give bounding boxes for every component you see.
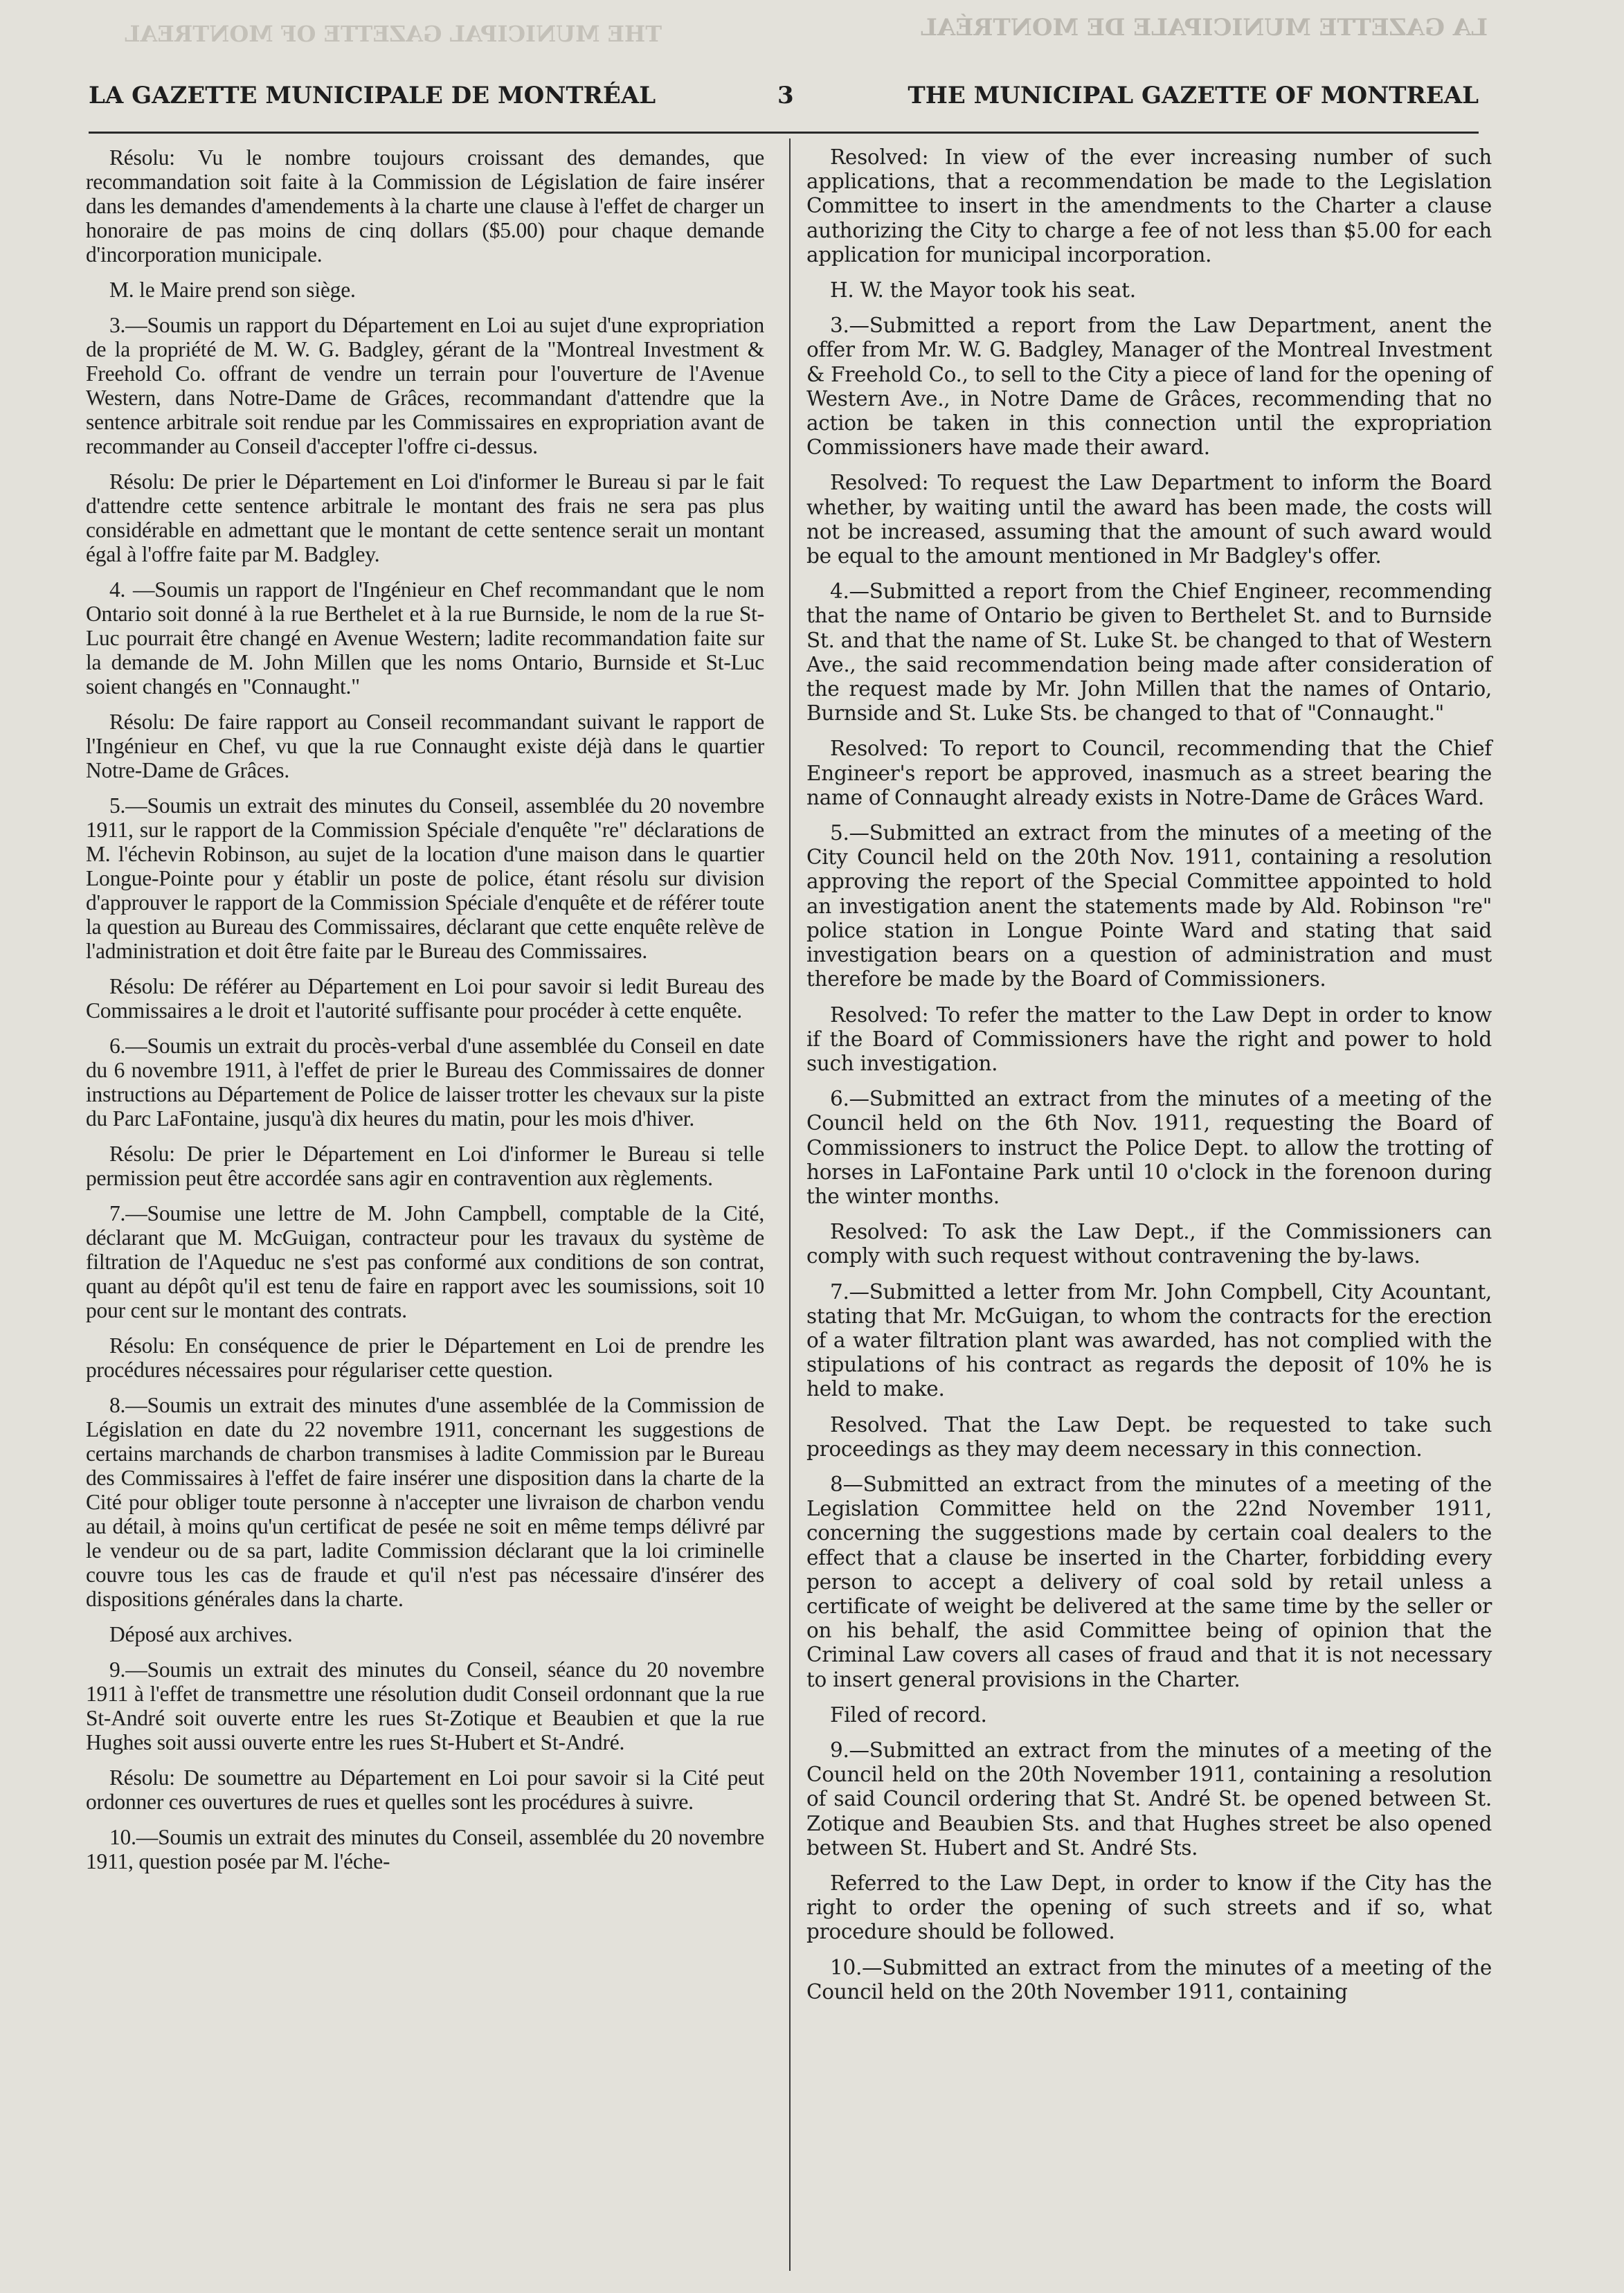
en-paragraph: 7.—Submitted a letter from Mr. John Compbell, City Acountant, stating that Mr. McGuigan, to whom the contracts for the erection of a water filtration plant was awarded, has not complied with the stipulations of his contract as regards the deposit of 10% he is held to make. xyxy=(806,1279,1492,1401)
fr-paragraph: 7.—Soumise une lettre de M. John Campbell, comptable de la Cité, déclarant que M. McGuigan, contracteur pour les travaux du système de filtration de l'Aqueduc ne s'est pas conformé aux conditions de son contrat, quant au dépôt qu'il est tenu de faire en rapport avec les soumissions, soit 10 pour cent sur le montant des contrats. xyxy=(86,1201,764,1322)
fr-paragraph: 3.—Soumis un rapport du Département en Loi au sujet d'une expropriation de la propriété de M. W. G. Badgley, gérant de la "Montreal Investment & Freehold Co. offrant de vendre un terrain pour l'ouverture de l'Avenue Western, dans Notre-Dame de Grâces, recommandant d'attendre que la sentence arbitrale soit rendue par les Commissaires en expropriation avant de recommander au Conseil d'accepter l'offre ci-dessus. xyxy=(86,313,764,458)
en-paragraph: 9.—Submitted an extract from the minutes of a meeting of the Council held on the 20th November 1911, containing a resolution of said Council ordering that St. André St. be opened between St. Zotique and Beaubien Sts. and that Hughes street be also opened between St. Hubert and St. André Sts. xyxy=(806,1738,1492,1860)
fr-paragraph: Résolu: De référer au Département en Loi pour savoir si ledit Bureau des Commissaires a le droit et l'autorité suffisante pour procéder à cette enquête. xyxy=(86,974,764,1023)
fr-paragraph: 8.—Soumis un extrait des minutes d'une assemblée de la Commission de Législation en date du 22 novembre 1911, concernant les suggestions de certains marchands de charbon transmises à ladite Commission par le Bureau des Commissaires à l'effet de faire insérer une disposition dans la charte de la Cité pour obliger toute personne à n'accepter une livraison de charbon vendu au détail, à moins qu'un certificat de pesée ne soit en même temps délivré par le vendeur ou de sa part, ladite Commission déclarant que la loi criminelle couvre tous les cas de fraude et qu'il n'est pas nécessaire d'insérer des dispositions générales dans la charte. xyxy=(86,1393,764,1611)
column-divider xyxy=(789,138,791,2271)
french-column xyxy=(86,145,764,1885)
fr-paragraph: Résolu: Vu le nombre toujours croissant des demandes, que recommandation soit faite à la Commission de Législation de faire insérer dans les demandes d'amendements à la charte une clause à l'effet de charger un honoraire de pas moins de cinq dollars ($5.00) pour chaque demande d'incorporation municipale. xyxy=(86,145,764,267)
en-paragraph: Resolved. That the Law Dept. be requested to take such proceedings as they may deem necessary in this connection. xyxy=(806,1412,1492,1461)
en-paragraph: 6.—Submitted an extract from the minutes of a meeting of the Council held on the 6th Nov. 1911, requesting the Board of Commissioners to instruct the Police Dept. to allow the trotting of horses in LaFontaine Park until 10 o'clock in the forenoon during the winter months. xyxy=(806,1087,1492,1208)
en-paragraph: 5.—Submitted an extract from the minutes of a meeting of the City Council held on the 20th Nov. 1911, containing a resolution approving the report of the Special Committee appointed to hold an investigation anent the statements made by Ald. Robinson "re" police station in Longue Pointe Ward and stating that said investigation bears on a question of administration and must therefore be made by the Board of Commissioners. xyxy=(806,821,1492,991)
bleed-through-text-left: THE MUNICIPAL GAZETTE OF MONTREAL xyxy=(125,21,662,47)
page-number: 3 xyxy=(777,82,794,109)
en-paragraph: 4.—Submitted a report from the Chief Engineer, recommending that the name of Ontario be given to Berthelet St. and to Burnside St. and that the name of St. Luke St. be changed to that of Western Ave., the said recommendation being made after consideration of the request made by Mr. John Millen that the names of Ontario, Burnside and St. Luke Sts. be changed to that of "Connaught." xyxy=(806,579,1492,726)
fr-paragraph: M. le Maire prend son siège. xyxy=(109,278,356,302)
en-paragraph: 3.—Submitted a report from the Law Department, anent the offer from Mr. W. G. Badgley, Manager of the Montreal Investment & Freehold Co., to sell to the City a piece of land for the opening of Western Ave., in Notre Dame de Grâces, recommending that no action be taken in this connection until the expropriation Commissioners have made their award. xyxy=(806,314,1492,460)
fr-paragraph: Résolu: En conséquence de prier le Département en Loi de prendre les procédures nécessaires pour régulariser cette question. xyxy=(86,1333,764,1382)
en-paragraph: Referred to the Law Dept, in order to know if the City has the right to order the opening of such streets and if so, what procedure should be followed. xyxy=(806,1871,1492,1944)
fr-paragraph: Résolu: De prier le Département en Loi d'informer le Bureau si par le fait d'attendre cette sentence arbitrale le montant des frais ne sera pas plus considérable en admettant que le montant de cette sentence serait un montant égal à l'offre faite par M. Badgley. xyxy=(86,469,764,566)
bleed-through-text-right: LA GAZETTE MUNICIPALE DE MONTRÉAL xyxy=(921,14,1488,42)
en-paragraph: Resolved: To ask the Law Dept., if the Commissioners can comply with such request without contravening the by-laws. xyxy=(806,1220,1492,1268)
en-paragraph: Resolved: To report to Council, recommending that the Chief Engineer's report be approved, inasmuch as a street bearing the name of Connaught already exists in Notre-Dame de Grâces Ward. xyxy=(806,737,1492,809)
fr-paragraph: Résolu: De soumettre au Département en Loi pour savoir si la Cité peut ordonner ces ouvertures de rues et quelles sont les procédures à suivre. xyxy=(86,1765,764,1814)
english-column xyxy=(806,145,1492,2015)
header-rule xyxy=(89,132,1479,134)
fr-paragraph: Résolu: De faire rapport au Conseil recommandant suivant le rapport de l'Ingénieur en Chef, vu que la rue Connaught existe déjà dans le quartier Notre-Dame de Grâces. xyxy=(86,710,764,782)
en-paragraph: 8—Submitted an extract from the minutes of a meeting of the Legislation Committee held on the 22nd November 1911, concerning the suggestions made by certain coal dealers to the effect that a clause be inserted in the Charter, forbidding every person to accept a delivery of coal sold by retail unless a certificate of weight be delivered at the same time by the seller or on his behalf, the asid Committee being of opinion that the Criminal Law covers all cases of fraud and that it is not necessary to insert general provisions in the Charter. xyxy=(806,1472,1492,1691)
page-header xyxy=(89,82,1479,123)
en-paragraph: H. W. the Mayor took his seat. xyxy=(830,278,1136,303)
en-paragraph: Filed of record. xyxy=(830,1702,987,1727)
en-paragraph: 10.—Submitted an extract from the minutes of a meeting of the Council held on the 20th November 1911, containing xyxy=(806,1955,1492,2004)
fr-paragraph: 10.—Soumis un extrait des minutes du Conseil, assemblée du 20 novembre 1911, question posée par M. l'éche- xyxy=(86,1825,764,1873)
fr-paragraph: 5.—Soumis un extrait des minutes du Conseil, assemblée du 20 novembre 1911, sur le rapport de la Commission Spéciale d'enquête "re" déclarations de M. l'échevin Robinson, au sujet de la location d'une maison dans le quartier Longue-Pointe pour y établir un poste de police, étant résolu sur division d'approuver le rapport de la Commission Spéciale d'enquête et de référer toute la question au Bureau des Commissaires, déclarant que cette enquête relève de l'administration et doit être faite par le Bureau des Commissaires. xyxy=(86,793,764,963)
english-masthead: THE MUNICIPAL GAZETTE OF MONTREAL xyxy=(908,82,1479,109)
fr-paragraph: Résolu: De prier le Département en Loi d'informer le Bureau si telle permission peut être accordée sans agir en contravention aux règlements. xyxy=(86,1142,764,1190)
en-paragraph: Resolved: To refer the matter to the Law Dept in order to know if the Board of Commissioners have the right and power to hold such investigation. xyxy=(806,1002,1492,1075)
fr-paragraph: 4. —Soumis un rapport de l'Ingénieur en Chef recommandant que le nom Ontario soit donné à la rue Berthelet et à la rue Burnside, le nom de la rue St-Luc pourrait être changé en Avenue Western; ladite recommandation faite sur la demande de M. John Millen que les noms Ontario, Burnside et St-Luc soient changés en "Connaught." xyxy=(86,577,764,699)
fr-paragraph: 6.—Soumis un extrait du procès-verbal d'une assemblée du Conseil en date du 6 novembre 1911, à l'effet de prier le Bureau des Commissaires de donner instructions au Département de Police de laisser trotter les chevaux sur la piste du Parc LaFontaine, jusqu'à dix heures du matin, pour les mois d'hiver. xyxy=(86,1034,764,1131)
french-masthead: LA GAZETTE MUNICIPALE DE MONTRÉAL xyxy=(89,82,656,109)
en-paragraph: Resolved: In view of the ever increasing number of such applications, that a recommendation be made to the Legislation Committee to insert in the amendments to the Charter a clause authorizing the City to charge a fee of not less than $5.00 for each application for municipal incorporation. xyxy=(806,145,1492,267)
en-paragraph: Resolved: To request the Law Department to inform the Board whether, by waiting until the award has been made, the costs will not be increased, assuming that the amount of such award would be equal to the amount mentioned in Mr Badgley's offer. xyxy=(806,471,1492,568)
fr-paragraph: 9.—Soumis un extrait des minutes du Conseil, séance du 20 novembre 1911 à l'effet de transmettre une résolution dudit Conseil ordonnant que la rue St-André soit ouverte entre les rues St-Zotique et Beaubien et que la rue Hughes soit aussi ouverte entre les rues St-Hubert et St-André. xyxy=(86,1657,764,1754)
fr-paragraph: Déposé aux archives. xyxy=(109,1622,293,1646)
